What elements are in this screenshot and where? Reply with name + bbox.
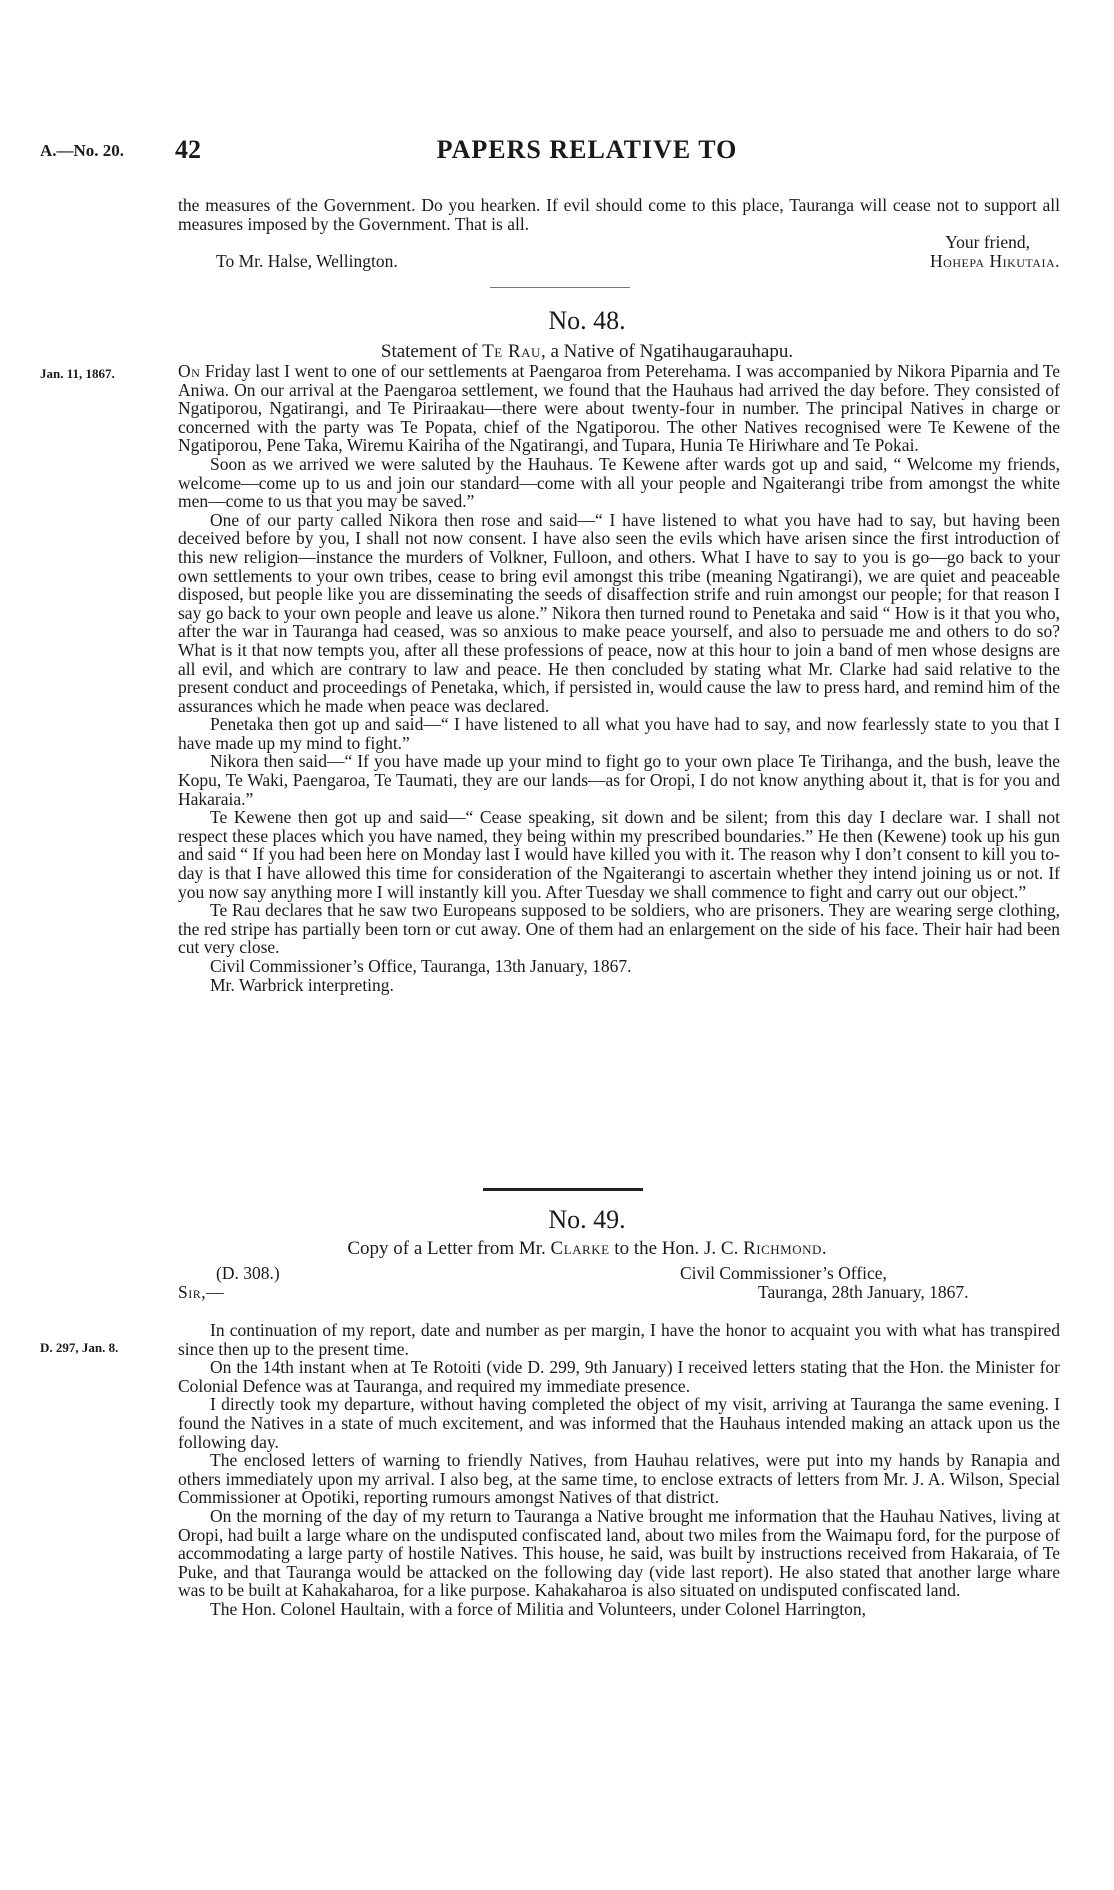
paragraph: Soon as we arrived we were saluted by the Hauhaus. Te Kewene after wards got up and said, “ Welcome my friends, welcome—come up to us and join our standard—come with all your people and Ngaiterangi tribe from amongst the white men—come to us that you may be saved.” — [178, 453, 1060, 512]
title-name: Te Rau — [482, 341, 541, 362]
paragraph: Te Rau declares that he saw two Europeans supposed to be soldiers, who are prisoners. They are wearing serge clothing, the red stripe has partially been torn or cut away. One of them had an enlargement on the side of his face. Their hair had been cut very close. — [178, 900, 1060, 958]
place-date: Tauranga, 28th January, 1867. — [758, 1282, 969, 1302]
closing: Your friend, — [945, 232, 1030, 253]
signature: Hohepa Hikutaia. — [930, 251, 1060, 272]
letter-address-block — [178, 1264, 1060, 1321]
paragraph: One of our party called Nikora then rose and said—“ I have listened to what you have had to say, but having been deceived before by you, I shall not now consent. I have also seen the evils which have arisen since the first introduction of this new religion—instance the murders of Volkner, Fulloon, and others. What I have to say to you is go—go back to your own settlements to your own tribes, cease to bring evil amongst this tribe (meaning Ngatirangi), we are quiet and peaceable disposed, but people like you are disseminating the seeds of disaffection strife and ruin amongst our people; for that reason I say go back to your own people and leave us alone.” Nikora then turned round to Penetaka and said “ How is it that you who, after the war in Tauranga had ceased, was so anxious to make peace yourself, and also to persuade me and others to do so? What is it that now tempts you, after all these professions of peace, now at this hour to join a band of men whose designs are all evil, and which are contrary to law and peace. He then concluded by stating what Mr. Clarke had said relative to the present conduct and proceedings of Penetaka, which, if persisted in, would cause the law to press hard, and remind him of the assurances which he made when peace was declared. — [178, 509, 1060, 716]
previous-letter-signature-block — [178, 233, 1060, 271]
recipient-name: Richmond — [743, 1238, 822, 1259]
previous-letter — [178, 196, 1060, 271]
paragraph: The Hon. Colonel Haultain, with a force of Militia and Volunteers, under Colonel Harrington, — [210, 1598, 866, 1619]
paragraph: Penetaka then got up and said—“ I have listened to all what you have had to say, and now fearlessly state to you that I have made up my mind to fight.” — [178, 714, 1060, 753]
page-title: PAPERS RELATIVE TO — [436, 135, 738, 164]
title-suffix: , a Native of Ngatihaugarauhapu. — [540, 341, 794, 362]
paragraph: The enclosed letters of warning to friendly Natives, from Hauhau relatives, were put into my hands by Ranapia and others immediately upon my arrival. I also beg, at the same time, to enclose extracts of letters from Mr. J. A. Wilson, Special Commissioner at Opotiki, reporting rumours amongst Natives of that district. — [178, 1450, 1060, 1508]
office-footer: Civil Commissioner’s Office, Tauranga, 13th January, 1867. — [210, 956, 632, 976]
page-number: 42 — [175, 135, 201, 164]
interpreter-footer: Mr. Warbrick interpreting. — [210, 974, 394, 995]
running-header — [0, 135, 1114, 175]
title-prefix: Statement of — [380, 341, 478, 362]
paragraph: On Friday last I went to one of our settlements at Paengaroa from Peterehama. I was accompanied by Nikora Piparnia and Te Aniwa. On our arrival at the Paengaroa settlement, we found that the Hauhaus had arrived the day before. They consisted of Ngatiporou, Ngatirangi, and Te Piriraakau—there were about twenty-four in number. The principal Natives in charge or concerned with the party was Te Popata, chief of the Ngatiporou. The other Natives recognised were Te Kewene of the Ngatiporou, Pene Taka, Wiremu Kairiha of the Ngatirangi, and Tupara, Hunia Te Hiriwhare and Te Pokai. — [178, 361, 1060, 456]
margin-reference: D. 297, Jan. 8. — [40, 1340, 119, 1355]
first-word: On — [178, 361, 201, 381]
paragraph: In continuation of my report, date and number as per margin, I have the honor to acquaint you with what has transpired since then up to the present time. — [178, 1320, 1060, 1359]
document-title-49: Copy of a Letter from Mr. Clarke to the Hon. J. C. Richmond. — [347, 1238, 827, 1259]
paragraph: On the 14th instant when at Te Rotoiti (vide D. 299, 9th January) I received letters stating that the Hon. the Minister for Colonial Defence was at Tauranga, and required my immediate presence. — [178, 1357, 1060, 1396]
addressee: To Mr. Halse, Wellington. — [216, 251, 398, 272]
paragraph: Nikora then said—“ If you have made up your mind to fight go to your own place Te Tirihanga, and the bush, leave the Kopu, Te Waki, Paengaroa, Te Taumati, they are our lands—as for Oropi, I do not know anything about it, that is for you and Hakaraia.” — [178, 751, 1060, 809]
previous-letter-text: the measures of the Government. Do you hearken. If evil should come to this place, Tauranga will cease not to support all measures imposed by the Government. That is all. — [178, 195, 1060, 234]
letter-reference: (D. 308.) — [216, 1263, 280, 1283]
paragraph: Te Kewene then got up and said—“ Cease speaking, sit down and be silent; from this day I declare war. I shall not respect these places which you have named, they being within my prescribed boundaries.” He then (Kewene) took up his gun and said “ If you had been here on Monday last I would have killed you with it. The reason why I don’t consent to kill you to-day is that I have allowed this time for consideration of the Ngaiterangi to ascertain whether they intend joining us or not. If you now say anything more I will instantly kill you. After Tuesday we shall commence to fight and carry out our object.” — [178, 807, 1060, 902]
letter-body — [178, 1264, 1060, 1619]
document-title-48 — [0, 341, 1114, 363]
statement-body — [178, 362, 1060, 994]
document-reference: A.—No. 20. — [40, 141, 125, 160]
sender-name: Clarke — [550, 1238, 610, 1259]
section-divider — [483, 1188, 643, 1191]
paragraph: On the morning of the day of my return to Tauranga a Native brought me information that the Hauhau Natives, living at Oropi, had built a large whare on the undisputed confiscated land, about two miles from the Waimapu ford, for the purpose of accommodating a large party of hostile Natives. This house, he said, was built by instructions received from Hakaraia, of Te Puke, and that Tauranga would be attacked on the following day (vide last report). He also stated that another large whare was to be built at Kahakaharoa, for a like purpose. Kahakaharoa is also situated on undisputed confiscated land. — [178, 1505, 1060, 1601]
paragraph: I directly took my departure, without having completed the object of my visit, arriving at Tauranga the same evening. I found the Natives in a state of much excitement, and was informed that the Hauhaus intended making an attack upon us the following day. — [178, 1394, 1060, 1452]
salutation: Sir,— — [178, 1282, 225, 1302]
divider-short — [490, 287, 630, 288]
document-number-48: No. 48. — [548, 306, 626, 335]
document-number-49: No. 49. — [548, 1205, 626, 1234]
letter-office: Civil Commissioner’s Office, — [680, 1263, 887, 1283]
margin-date: Jan. 11, 1867. — [40, 366, 115, 381]
